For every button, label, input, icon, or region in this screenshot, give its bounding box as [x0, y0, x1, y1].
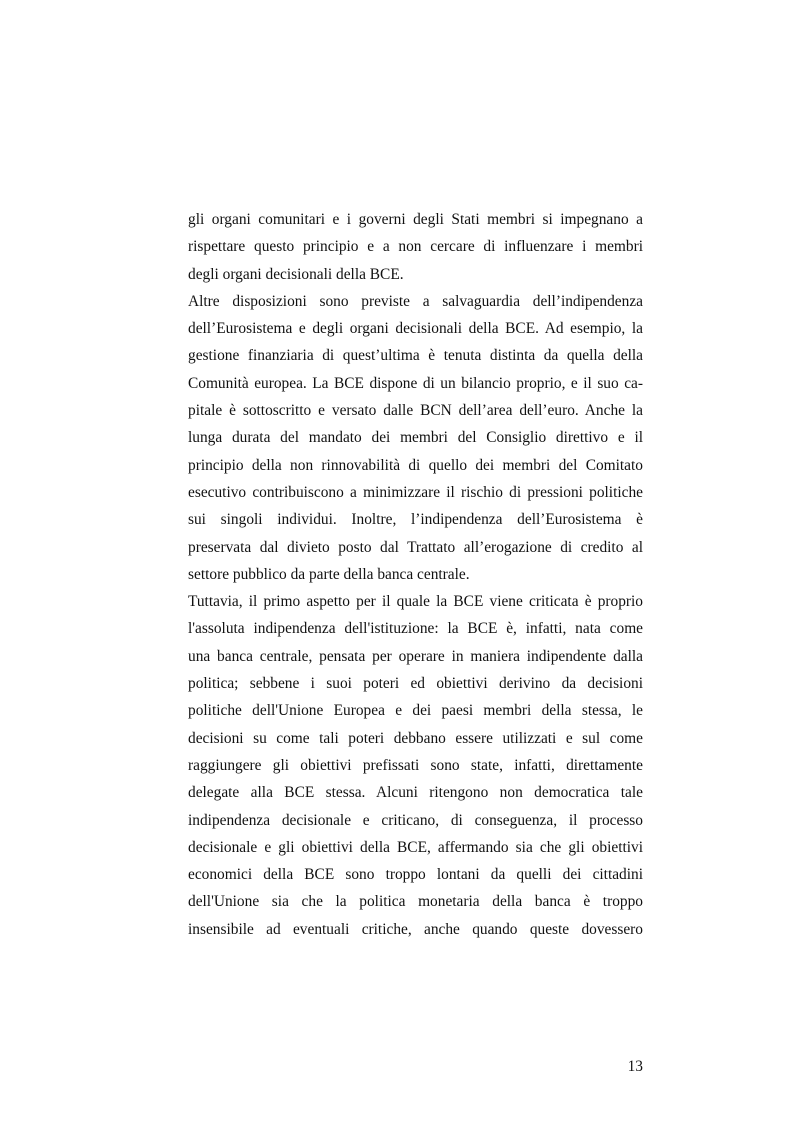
text-line: raggiungere gli obiettivi prefissati sono state, infatti, direttamente [188, 756, 643, 774]
text-line: gestione finanziaria di quest’ultima è tenuta distinta da quella della [188, 347, 643, 365]
text-line: una banca centrale, pensata per operare in maniera indipendente dalla [188, 647, 643, 665]
text-line: insensibile ad eventuali critiche, anche quando queste dovessero [188, 920, 643, 938]
text-line: dell'Unione sia che la politica monetaria della banca è troppo [188, 893, 643, 911]
text-line: esecutivo contribuiscono a minimizzare il rischio di pressioni politiche [188, 483, 643, 501]
text-line: settore pubblico da parte della banca centrale. [188, 565, 470, 583]
text-line: l'assoluta indipendenza dell'istituzione: la BCE è, infatti, nata come [188, 620, 643, 638]
text-line: Altre disposizioni sono previste a salvaguardia dell’indipendenza [188, 292, 643, 310]
text-line: sui singoli individui. Inoltre, l’indipendenza dell’Eurosistema è [188, 511, 643, 529]
page-number: 13 [627, 1058, 643, 1075]
text-line: indipendenza decisionale e criticano, di conseguenza, il processo [188, 811, 643, 829]
text-line: lunga durata del mandato dei membri del Consiglio direttivo e il [188, 429, 643, 447]
text-line: pitale è sottoscritto e versato dalle BCN dell’area dell’euro. Anche la [188, 402, 643, 420]
text-line: delegate alla BCE stessa. Alcuni ritengono non democratica tale [188, 784, 643, 802]
text-line: dell’Eurosistema e degli organi decisionali della BCE. Ad esempio, la [188, 320, 643, 338]
body-text [188, 206, 643, 943]
text-line: economici della BCE sono troppo lontani da quelli dei cittadini [188, 866, 643, 884]
text-line: decisioni su come tali poteri debbano essere utilizzati e sul come [188, 729, 643, 747]
text-line: Tuttavia, il primo aspetto per il quale la BCE viene criticata è proprio [188, 593, 643, 611]
text-line: preservata dal divieto posto dal Trattato all’erogazione di credito al [188, 538, 643, 556]
text-line: Comunità europea. La BCE dispone di un bilancio proprio, e il suo ca- [188, 374, 643, 392]
text-line: rispettare questo principio e a non cercare di influenzare i membri [188, 238, 643, 256]
text-line: politiche dell'Unione Europea e dei paesi membri della stessa, le [188, 702, 643, 720]
text-line: politica; sebbene i suoi poteri ed obiettivi derivino da decisioni [188, 675, 643, 693]
text-line: degli organi decisionali della BCE. [188, 265, 404, 283]
text-line: decisionale e gli obiettivi della BCE, affermando sia che gli obiettivi [188, 838, 643, 856]
text-line: gli organi comunitari e i governi degli Stati membri si impegnano a [188, 211, 643, 228]
text-line: principio della non rinnovabilità di quello dei membri del Comitato [188, 456, 643, 474]
